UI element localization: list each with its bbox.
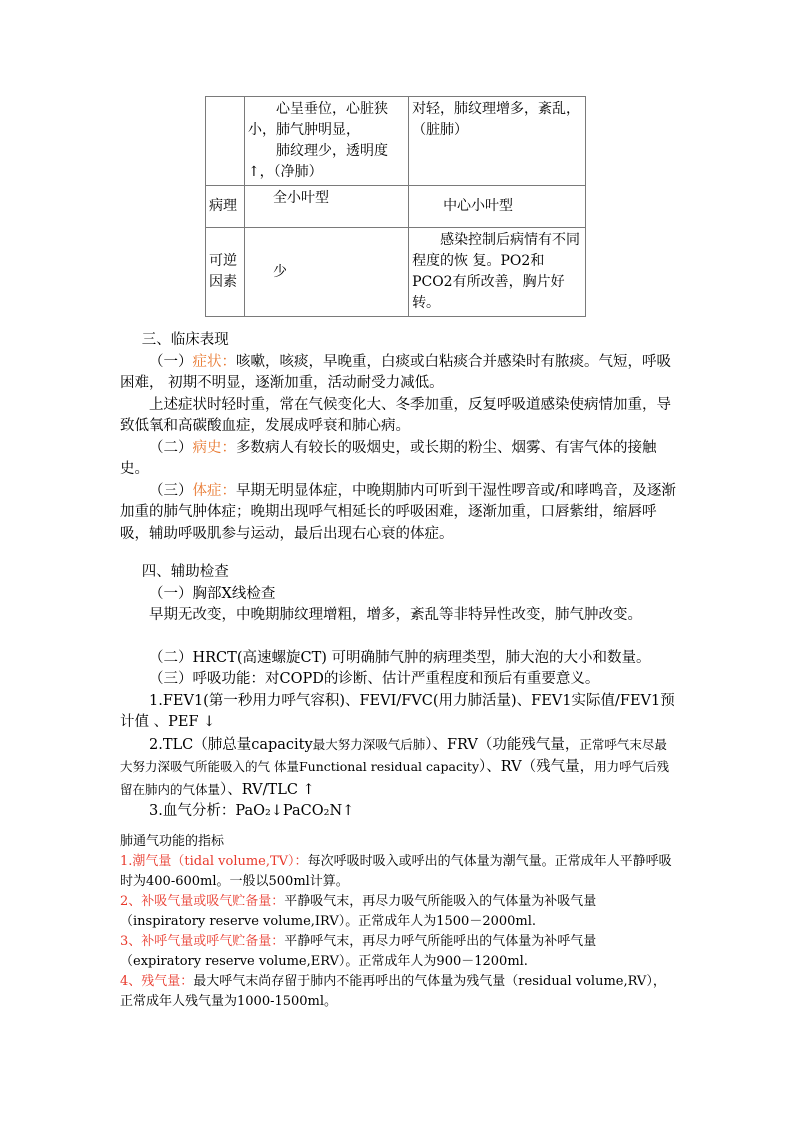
section-title: 四、辅助检查 <box>141 564 229 580</box>
list-item: 3.血气分析：PaO₂↓PaCO₂N↑ <box>149 803 355 819</box>
history-label: 病史： <box>192 439 236 456</box>
cell-line: 心呈垂位，心脏狭小，肺气肿明显， <box>247 101 388 138</box>
paren-prefix: （一） <box>149 353 193 370</box>
item-text: 平静呼气末，再尽力呼气所能呼出的气体量为补呼气量（expiratory reserve volume,ERV）。正常成年人为900－1200ml. <box>120 934 597 969</box>
paren-prefix: （二） <box>149 439 193 456</box>
paragraph <box>120 438 676 481</box>
section-title: 三、临床表现 <box>141 332 229 348</box>
table-cell: 全小叶型 <box>244 186 408 228</box>
item-text: 平静吸气末，再尽力吸气所能吸入的气体量为补吸气量（inspiratory reserve volume,IRV）。正常成年人为1500－2000ml. <box>120 894 597 929</box>
item-text: ）、FRV（功能残气量， <box>425 736 580 753</box>
table-cell-label: 可逆因素 <box>206 228 245 317</box>
section-title: 肺通气功能的指标 <box>120 834 225 849</box>
item-text: ）、RV/TLC ↑ <box>220 781 315 798</box>
item-label: 4、残气量： <box>120 974 194 989</box>
paragraph-text: 多数病人有较长的吸烟史，或长期的粉尘、烟雾、有害气体的接触史。 <box>120 439 657 477</box>
symptom-label: 症状： <box>192 353 236 370</box>
item-note: 最大努力深吸气后肺 <box>312 736 426 752</box>
table-cell-label <box>206 97 245 186</box>
list-item <box>120 734 676 802</box>
list-item: 1.FEV1(第一秒用力呼气容积)、FEVI/FVC(用力肺活量)、FEV1实际值/FEV1预计值 、PEF ↓ <box>120 692 675 730</box>
paragraph-text: 早期无明显体症，中晚期肺内可听到干湿性啰音或/和哮鸣音，及逐渐加重的肺气肿体症；晚期出现呼气相延长的呼吸困难，逐渐加重，口唇紫绀，缩唇呼吸，辅助呼吸肌参与运动，最后出现右心衰的体症。 <box>120 482 676 542</box>
paragraph: （三）呼吸功能：对COPD的诊断、估计严重程度和预后有重要意义。 <box>149 671 600 687</box>
item-text: 每次呼吸时吸入或呼出的气体量为潮气量。正常成年人平静呼吸时为400-600ml。一般以500ml计算。 <box>120 854 672 889</box>
paragraph <box>120 481 676 546</box>
cell-line: 肺纹理少，透明度↑，（净肺） <box>247 143 388 180</box>
paragraph: 上述症状时轻时重，常在气候变化大、冬季加重，反复呼吸道感染使病情加重，导致低氧和高碳酸血症，发展成呼衰和肺心病。 <box>120 396 671 434</box>
table-cell: 少 <box>244 228 408 317</box>
table-cell: 感染控制后病情有不同程度的恢 复。PO2和PCO2有所改善，胸片好转。 <box>409 228 586 317</box>
section-exam <box>120 562 676 823</box>
subheading: （一）胸部X线检查 <box>149 585 276 602</box>
comparison-table <box>205 96 586 317</box>
list-item <box>120 972 676 1012</box>
list-item <box>120 932 676 972</box>
item-label: 1.潮气量（tidal volume,TV）： <box>120 854 308 869</box>
item-note: 用力呼气后残留在肺内的气体量 <box>120 759 670 797</box>
table-row <box>206 186 586 228</box>
paragraph: 早期无改变，中晚期肺纹理增粗，增多，紊乱等非特异性改变，肺气肿改变。 <box>149 607 642 623</box>
item-note: 正常呼气末尽最大努力深吸气所能吸入的气 体量Functional residual capacity <box>120 736 667 774</box>
list-item <box>120 852 676 892</box>
sign-label: 体症： <box>192 482 236 499</box>
table-cell <box>409 97 586 186</box>
paragraph: （二）HRCT(高速螺旋CT) 可明确肺气肿的病理类型，肺大泡的大小和数量。 <box>149 649 651 666</box>
item-text: 2.TLC（肺总量capacity <box>149 736 313 753</box>
table-cell: 中心小叶型 <box>409 186 586 228</box>
item-text: 最大呼气末尚存留于肺内不能再呼出的气体量为残气量（residual volume,RV），正常成年人残气量为1000-1500ml。 <box>120 974 666 1009</box>
cell-line: 对轻，肺纹理增多，紊乱，（脏肺） <box>412 101 581 138</box>
section-clinical <box>120 330 676 545</box>
table-cell-label: 病理 <box>206 186 245 228</box>
item-label: 2、补吸气量或吸气贮备量： <box>120 894 285 909</box>
paragraph <box>120 352 676 395</box>
item-label: 3、补呼气量或呼气贮备量： <box>120 934 285 949</box>
item-text: ）、RV（残气量， <box>479 759 595 775</box>
table-row <box>206 97 586 186</box>
table-cell <box>244 97 408 186</box>
table-row <box>206 228 586 317</box>
list-item <box>120 892 676 932</box>
paragraph-text: 咳嗽，咳痰，早晚重，白痰或白粘痰合并感染时有脓痰。气短，呼吸困难， 初期不明显，逐渐加重，活动耐受力减低。 <box>120 353 671 391</box>
section-ventilation <box>120 832 676 1012</box>
paren-prefix: （三） <box>149 482 193 499</box>
